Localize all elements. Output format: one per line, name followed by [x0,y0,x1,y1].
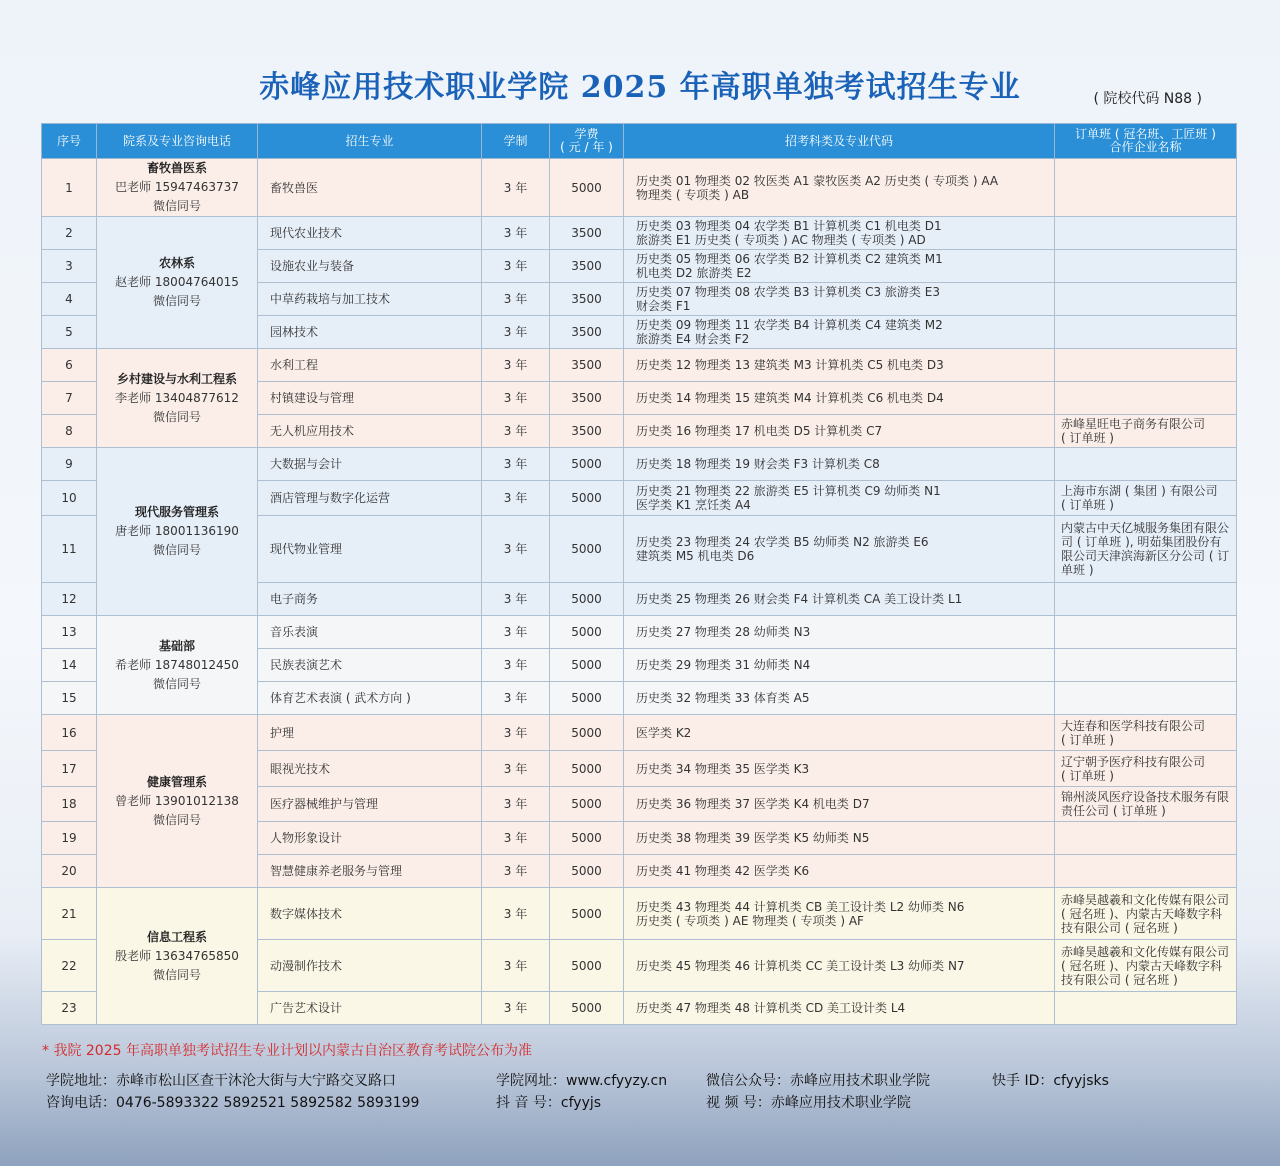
duration: 3 年 [482,217,550,250]
footer-wechat-account: 微信公众号：赤峰应用技术职业学院 [706,1073,930,1089]
department-cell [97,715,258,888]
table-row [42,159,1237,217]
department-contact: 唐老师 18001136190 [115,524,239,538]
department-name: 现代服务管理系 [134,505,219,519]
partner-company [1055,649,1237,682]
row-number: 23 [42,992,97,1025]
school-code: ( 院校代码 N88 ) [1093,91,1202,107]
major-name: 体育艺术表演 ( 武术方向 ) [258,682,482,715]
duration: 3 年 [482,855,550,888]
partner-company [1055,583,1237,616]
tuition-fee: 3500 [550,316,624,349]
tuition-fee: 5000 [550,940,624,992]
partner-company [1055,316,1237,349]
exam-codes: 历史类 34 物理类 35 医学类 K3 [624,751,1055,787]
major-name: 园林技术 [258,316,482,349]
exam-codes: 历史类 18 物理类 19 财会类 F3 计算机类 C8 [624,448,1055,481]
row-number: 14 [42,649,97,682]
duration: 3 年 [482,382,550,415]
header-no: 序号 [42,124,97,159]
partner-company [1055,382,1237,415]
exam-codes: 历史类 29 物理类 31 幼师类 N4 [624,649,1055,682]
enrollment-table [41,123,1237,1025]
table-row [42,349,1237,382]
department-wechat: 微信同号 [152,676,201,691]
department-contact: 曾老师 13901012138 [115,793,239,808]
exam-codes: 历史类 12 物理类 13 建筑类 M3 计算机类 C5 机电类 D3 [624,349,1055,382]
row-number: 12 [42,583,97,616]
partner-company [1055,448,1237,481]
duration: 3 年 [482,787,550,822]
department-wechat: 微信同号 [152,294,201,308]
table-body [42,159,1237,1025]
exam-codes: 历史类 32 物理类 33 体育类 A5 [624,682,1055,715]
major-name: 水利工程 [258,349,482,382]
major-name: 中草药栽培与加工技术 [258,283,482,316]
partner-company [1055,250,1237,283]
department-name: 信息工程系 [146,929,207,944]
duration: 3 年 [482,888,550,940]
partner-company: 辽宁朝予医疗科技有限公司 ( 订单班 ) [1055,751,1237,787]
duration: 3 年 [482,250,550,283]
partner-company [1055,616,1237,649]
header-codes: 招考科类及专业代码 [624,124,1055,159]
tuition-fee: 3500 [550,283,624,316]
duration: 3 年 [482,940,550,992]
page-title: 赤峰应用技术职业学院 2025 年高职单独考试招生专业 [259,70,1021,105]
department-wechat: 微信同号 [152,967,201,982]
duration: 3 年 [482,751,550,787]
row-number: 4 [42,283,97,316]
row-number: 15 [42,682,97,715]
department-cell [97,888,258,1025]
exam-codes: 历史类 01 物理类 02 牧医类 A1 蒙牧医类 A2 历史类 ( 专项类 ) AA 物理类 ( 专项类 ) AB [624,159,1055,217]
department-cell [97,616,258,715]
major-name: 无人机应用技术 [258,415,482,448]
exam-codes: 历史类 07 物理类 08 农学类 B3 计算机类 C3 旅游类 E3 财会类 F1 [624,283,1055,316]
duration: 3 年 [482,283,550,316]
tuition-fee: 5000 [550,787,624,822]
row-number: 17 [42,751,97,787]
row-number: 7 [42,382,97,415]
duration: 3 年 [482,583,550,616]
row-number: 21 [42,888,97,940]
footer-phone: 咨询电话：0476-5893322 5892521 5892582 5893199 [46,1095,420,1111]
row-number: 13 [42,616,97,649]
partner-company: 赤峰昊越羲和文化传媒有限公司 ( 冠名班 )、内蒙古天峰数字科技有限公司 ( 冠名班 ) [1055,940,1237,992]
duration: 3 年 [482,516,550,583]
duration: 3 年 [482,481,550,516]
exam-codes: 历史类 21 物理类 22 旅游类 E5 计算机类 C9 幼师类 N1 医学类 K1 烹饪类 A4 [624,481,1055,516]
department-contact: 殷老师 13634765850 [115,948,239,963]
partner-company [1055,855,1237,888]
exam-codes: 历史类 14 物理类 15 建筑类 M4 计算机类 C6 机电类 D4 [624,382,1055,415]
major-name: 音乐表演 [258,616,482,649]
header-partner: 订单班 ( 冠名班、工匠班 ) 合作企业名称 [1055,124,1237,159]
row-number: 9 [42,448,97,481]
table-row [42,888,1237,940]
tuition-fee: 5000 [550,448,624,481]
department-name: 农林系 [158,256,195,270]
duration: 3 年 [482,415,550,448]
table-row [42,616,1237,649]
partner-company [1055,283,1237,316]
major-name: 动漫制作技术 [258,940,482,992]
footer-kuaishou: 快手 ID：cfyyjsks [992,1073,1109,1089]
table-row [42,217,1237,250]
major-name: 广告艺术设计 [258,992,482,1025]
row-number: 16 [42,715,97,751]
duration: 3 年 [482,822,550,855]
major-name: 智慧健康养老服务与管理 [258,855,482,888]
exam-codes: 医学类 K2 [624,715,1055,751]
exam-codes: 历史类 05 物理类 06 农学类 B2 计算机类 C2 建筑类 M1 机电类 D2 旅游类 E2 [624,250,1055,283]
tuition-fee: 5000 [550,616,624,649]
major-name: 民族表演艺术 [258,649,482,682]
department-name: 健康管理系 [146,774,207,789]
exam-codes: 历史类 41 物理类 42 医学类 K6 [624,855,1055,888]
policy-note: * 我院 2025 年高职单独考试招生专业计划以内蒙古自治区教育考试院公布为准 [42,1043,532,1059]
footer-address: 学院地址：赤峰市松山区查干沐沦大街与大宁路交叉路口 [46,1073,396,1089]
department-contact: 赵老师 18004764015 [115,275,239,289]
exam-codes: 历史类 45 物理类 46 计算机类 CC 美工设计类 L3 幼师类 N7 [624,940,1055,992]
header-duration: 学制 [482,124,550,159]
row-number: 5 [42,316,97,349]
table-header-row [42,124,1237,159]
department-cell [97,349,258,448]
table-row [42,448,1237,481]
partner-company [1055,349,1237,382]
tuition-fee: 5000 [550,822,624,855]
partner-company: 赤峰星旺电子商务有限公司 ( 订单班 ) [1055,415,1237,448]
row-number: 11 [42,516,97,583]
major-name: 眼视光技术 [258,751,482,787]
header-fee: 学费 ( 元 / 年 ) [550,124,624,159]
duration: 3 年 [482,616,550,649]
department-name: 乡村建设与水利工程系 [116,371,237,386]
major-name: 数字媒体技术 [258,888,482,940]
major-name: 设施农业与装备 [258,250,482,283]
exam-codes: 历史类 23 物理类 24 农学类 B5 幼师类 N2 旅游类 E6 建筑类 M5 机电类 D6 [624,516,1055,583]
row-number: 19 [42,822,97,855]
duration: 3 年 [482,448,550,481]
department-wechat: 微信同号 [152,199,201,213]
department-cell [97,448,258,616]
exam-codes: 历史类 43 物理类 44 计算机类 CB 美工设计类 L2 幼师类 N6 历史类 ( 专项类 ) AE 物理类 ( 专项类 ) AF [624,888,1055,940]
tuition-fee: 5000 [550,159,624,217]
exam-codes: 历史类 38 物理类 39 医学类 K5 幼师类 N5 [624,822,1055,855]
major-name: 村镇建设与管理 [258,382,482,415]
tuition-fee: 5000 [550,751,624,787]
department-wechat: 微信同号 [152,543,201,557]
row-number: 20 [42,855,97,888]
major-name: 医疗器械维护与管理 [258,787,482,822]
department-contact: 希老师 18748012450 [115,657,239,672]
row-number: 10 [42,481,97,516]
tuition-fee: 3500 [550,382,624,415]
partner-company: 赤峰昊越羲和文化传媒有限公司 ( 冠名班 )、内蒙古天峰数字科技有限公司 ( 冠名班 ) [1055,888,1237,940]
row-number: 18 [42,787,97,822]
row-number: 22 [42,940,97,992]
department-cell [97,217,258,349]
tuition-fee: 3500 [550,349,624,382]
tuition-fee: 5000 [550,649,624,682]
tuition-fee: 5000 [550,888,624,940]
major-name: 电子商务 [258,583,482,616]
major-name: 人物形象设计 [258,822,482,855]
exam-codes: 历史类 16 物理类 17 机电类 D5 计算机类 C7 [624,415,1055,448]
department-contact: 巴老师 15947463737 [115,180,239,194]
department-name: 畜牧兽医系 [146,161,207,175]
tuition-fee: 3500 [550,250,624,283]
exam-codes: 历史类 09 物理类 11 农学类 B4 计算机类 C4 建筑类 M2 旅游类 E4 财会类 F2 [624,316,1055,349]
row-number: 6 [42,349,97,382]
partner-company: 上海市东湖 ( 集团 ) 有限公司 ( 订单班 ) [1055,481,1237,516]
major-name: 现代农业技术 [258,217,482,250]
duration: 3 年 [482,682,550,715]
tuition-fee: 5000 [550,583,624,616]
header-department: 院系及专业咨询电话 [97,124,258,159]
footer-website: 学院网址：www.cfyyzy.cn [496,1073,668,1089]
row-number: 2 [42,217,97,250]
major-name: 现代物业管理 [258,516,482,583]
row-number: 3 [42,250,97,283]
exam-codes: 历史类 36 物理类 37 医学类 K4 机电类 D7 [624,787,1055,822]
footer-video: 视 频 号：赤峰应用技术职业学院 [706,1095,911,1111]
duration: 3 年 [482,159,550,217]
partner-company [1055,159,1237,217]
exam-codes: 历史类 47 物理类 48 计算机类 CD 美工设计类 L4 [624,992,1055,1025]
tuition-fee: 5000 [550,715,624,751]
partner-company: 锦州淡风医疗设备技术服务有限责任公司 ( 订单班 ) [1055,787,1237,822]
tuition-fee: 5000 [550,481,624,516]
partner-company [1055,992,1237,1025]
tuition-fee: 5000 [550,516,624,583]
department-cell [97,159,258,217]
footer-douyin: 抖 音 号：cfyyjs [496,1095,602,1111]
header-major: 招生专业 [258,124,482,159]
partner-company [1055,217,1237,250]
department-contact: 李老师 13404877612 [115,390,239,405]
tuition-fee: 5000 [550,855,624,888]
department-wechat: 微信同号 [152,409,201,424]
tuition-fee: 5000 [550,682,624,715]
major-name: 酒店管理与数字化运营 [258,481,482,516]
tuition-fee: 3500 [550,415,624,448]
duration: 3 年 [482,349,550,382]
department-wechat: 微信同号 [152,812,201,827]
partner-company: 大连春和医学科技有限公司 ( 订单班 ) [1055,715,1237,751]
tuition-fee: 3500 [550,217,624,250]
row-number: 1 [42,159,97,217]
duration: 3 年 [482,715,550,751]
partner-company: 内蒙古中天亿城服务集团有限公司 ( 订单班 ), 明茹集团股份有限公司天津滨海新区分公司 ( 订单班 ) [1055,516,1237,583]
department-name: 基础部 [158,638,195,653]
major-name: 护理 [258,715,482,751]
duration: 3 年 [482,649,550,682]
major-name: 畜牧兽医 [258,159,482,217]
tuition-fee: 5000 [550,992,624,1025]
exam-codes: 历史类 27 物理类 28 幼师类 N3 [624,616,1055,649]
partner-company [1055,822,1237,855]
duration: 3 年 [482,316,550,349]
row-number: 8 [42,415,97,448]
partner-company [1055,682,1237,715]
table-row [42,715,1237,751]
exam-codes: 历史类 25 物理类 26 财会类 F4 计算机类 CA 美工设计类 L1 [624,583,1055,616]
major-name: 大数据与会计 [258,448,482,481]
exam-codes: 历史类 03 物理类 04 农学类 B1 计算机类 C1 机电类 D1 旅游类 E1 历史类 ( 专项类 ) AC 物理类 ( 专项类 ) AD [624,217,1055,250]
duration: 3 年 [482,992,550,1025]
